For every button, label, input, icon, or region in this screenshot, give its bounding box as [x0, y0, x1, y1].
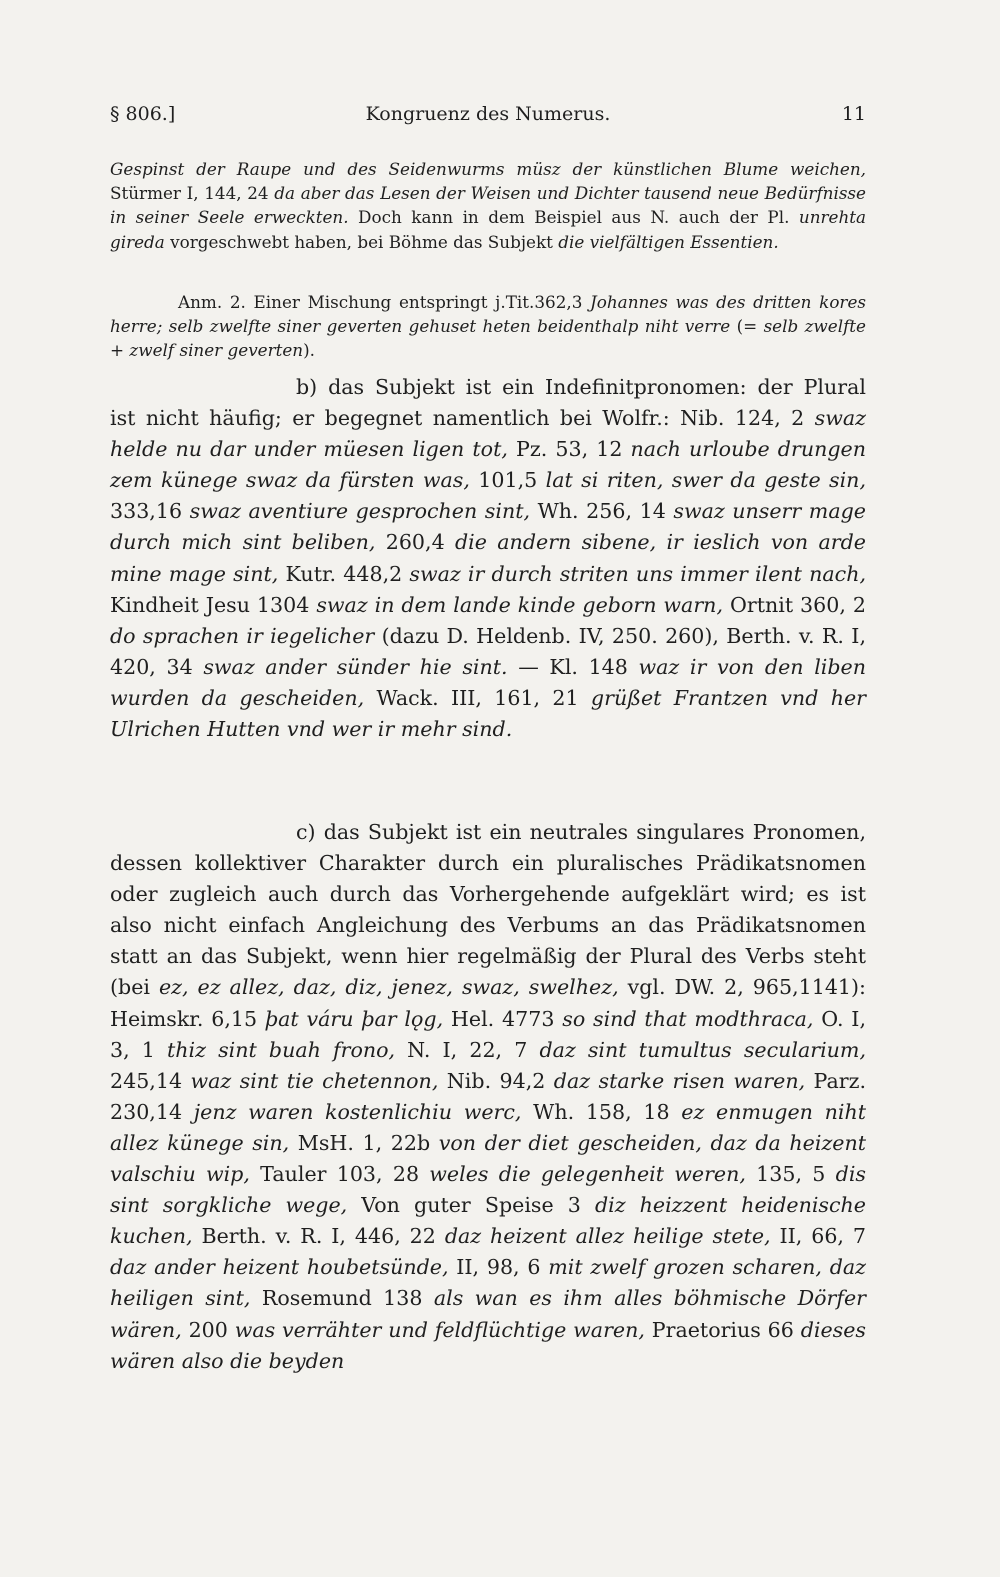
body-text: vorgeschwebt haben, bei Böhme das Subjekt: [164, 231, 559, 252]
quoted-text: swaz unserr mage durch mich sint beliben,: [110, 499, 866, 555]
body-text: N. I, 22, 7: [395, 1037, 540, 1062]
body-text: Kutr. 448,2: [278, 561, 410, 586]
quoted-text: swaz helde nu dar under müesen ligen tot,: [110, 406, 866, 462]
quoted-text: was verrähter und feldflüchtige waren,: [234, 1317, 645, 1342]
quoted-text: weles die gelegenheit weren,: [429, 1162, 746, 1187]
body-text: Anm. 2. Einer Mischung entspringt j.Tit.362,3: [178, 292, 591, 312]
body-text: Wh. 158, 18: [521, 1099, 682, 1124]
quoted-text: nach urloube drungen zem künege swaz da fürsten was,: [110, 437, 866, 493]
body-text: Praetorius 66: [644, 1317, 801, 1342]
quoted-text: daz sint tumultus secularium,: [539, 1037, 866, 1062]
running-header: [110, 100, 866, 128]
body-text: ).: [303, 340, 316, 361]
body-text: — Kl. 148: [507, 654, 639, 679]
quoted-text: do sprachen ir iegelicher: [110, 623, 375, 648]
body-text: Hel. 4773: [443, 1006, 563, 1031]
body-text: O. I, 3, 1: [110, 1006, 866, 1062]
body-text: Von guter Speise 3: [347, 1193, 595, 1218]
body-text: Doch kann in dem Beispiel aus N. auch der Pl.: [348, 207, 799, 228]
body-text: Nib. 94,2: [438, 1068, 554, 1093]
quoted-text: swaz ander sünder hie sint.: [203, 654, 508, 679]
body-text: Parz. 230,14: [110, 1068, 866, 1124]
quoted-text: waz ir von den liben wurden da gescheiden,: [110, 654, 866, 710]
body-text: 200: [181, 1317, 235, 1342]
quoted-text: daz ander heizent houbetsünde,: [110, 1255, 449, 1280]
quoted-text: unrehta gireda: [110, 207, 867, 252]
body-text: 245,14: [110, 1068, 191, 1093]
paragraph-anmerkung-2: [110, 290, 866, 363]
quoted-text: þat váru þar lǫg,: [264, 1006, 444, 1031]
body-text: 333,16: [110, 499, 190, 524]
quoted-text: ez, ez allez, daz, diz, jenez, swaz, swelhez,: [158, 975, 619, 1000]
body-text: b) das Subjekt ist ein Indefinitpronomen: der Plural ist nicht häufig; er begegnet namentlich bei Wolfr.: Nib. 124, 2: [110, 375, 866, 431]
quoted-text: grüßet Frantzen vnd her Ulrichen Hutten vnd wer ir mehr sind.: [110, 685, 866, 742]
quoted-text: als wan es ihm alles böhmische Dörfer wären,: [110, 1286, 866, 1342]
body-text: 135, 5: [745, 1162, 836, 1187]
body-text: Stürmer I, 144, 24: [110, 183, 275, 204]
quoted-text: Johannes was des dritten kores herre; selb zwelfte siner geverten gehuset heten beidenthalp niht verre: [110, 292, 866, 337]
body-text: II, 66, 7: [770, 1224, 867, 1249]
quoted-text: swaz in dem lande kinde geborn warn,: [316, 592, 723, 617]
body-text: (dazu D. Heldenb. IV, 250. 260), Berth. v. R. I, 420, 34: [110, 623, 866, 679]
body-text: 101,5: [469, 468, 546, 493]
quoted-text: die andern sibene, ir ieslich von arde mine mage sint,: [110, 530, 866, 586]
body-text: II, 98, 6: [448, 1255, 549, 1280]
quoted-text: dieses wären also die beyden: [110, 1317, 866, 1373]
quoted-text: zwelf siner geverten: [129, 340, 304, 361]
body-text: Ortnit 360, 2: [723, 592, 866, 617]
body-text: Rosemund 138: [250, 1286, 434, 1311]
section-number: § 806.]: [110, 103, 176, 125]
quoted-text: daz heizent allez heilige stete,: [444, 1224, 771, 1249]
body-text: Berth. v. R. I, 446, 22: [192, 1224, 445, 1249]
paragraph-c-neuter-pronoun: [110, 817, 866, 1377]
paragraph-continued-example: [110, 157, 866, 254]
body-text: vgl. DW. 2, 965,1141): Heimskr. 6,15: [110, 975, 866, 1031]
body-text: Wack. III, 161, 21: [364, 685, 591, 710]
page-number: 11: [841, 103, 866, 125]
body-text: (=: [730, 316, 764, 337]
quoted-text: Gespinst der Raupe und des Seidenwurms müsz der künstlichen Blume weichen,: [110, 159, 866, 179]
quoted-text: lat si riten, swer da geste sin,: [545, 468, 866, 493]
quoted-text: jenz waren kostenlichiu werc,: [193, 1099, 522, 1124]
body-text: MsH. 1, 22b: [289, 1130, 439, 1155]
body-text: c) das Subjekt ist ein neutrales singulares Pronomen, dessen kollektiver Charakter durch ein pluralisches Prädikatsnomen oder zugleich auch durch das Vorhergehende aufgeklärt wird; es ist also nicht einfach Angleichung des Verbums an das Prädikatsnomen statt an das Subjekt, wenn hier regelmäßig der Plural des Verbs steht (bei: [110, 820, 866, 1000]
quoted-text: diz heizzent heidenische kuchen,: [110, 1193, 866, 1249]
body-text: Pz. 53, 12: [507, 437, 631, 462]
quoted-text: mit zwelf grozen scharen, daz heiligen sint,: [110, 1255, 867, 1311]
quoted-text: dis sint sorgkliche wege,: [110, 1162, 866, 1218]
quoted-text: da aber das Lesen der Weisen und Dichter tausend neue Bedürfnisse in seiner Seele erweckten.: [110, 183, 866, 228]
quoted-text: thiz sint buah frono,: [166, 1037, 396, 1062]
quoted-text: swaz aventiure gesprochen sint,: [189, 499, 531, 524]
quoted-text: swaz ir durch striten uns immer ilent nach,: [409, 561, 866, 586]
body-text: Wh. 256, 14: [530, 499, 674, 524]
body-text: 260,4: [375, 530, 455, 555]
quoted-text: daz starke risen waren,: [553, 1068, 806, 1093]
quoted-text: so sind that modthraca,: [562, 1006, 814, 1031]
running-title: Kongruenz des Numerus.: [365, 103, 611, 125]
body-text: Kindheit Jesu 1304: [110, 592, 317, 617]
quoted-text: selb zwelfte: [763, 316, 866, 337]
quoted-text: ez enmugen niht allez künege sin,: [110, 1099, 866, 1155]
body-text: +: [110, 340, 130, 361]
body-text: Tauler 103, 28: [249, 1162, 430, 1187]
quoted-text: die vielfältigen Essentien.: [558, 231, 779, 252]
quoted-text: von der diet gescheiden, daz da heizent valschiu wip,: [110, 1130, 867, 1187]
quoted-text: waz sint tie chetennon,: [190, 1068, 439, 1093]
paragraph-b-indefinite-pronoun: [110, 372, 866, 745]
